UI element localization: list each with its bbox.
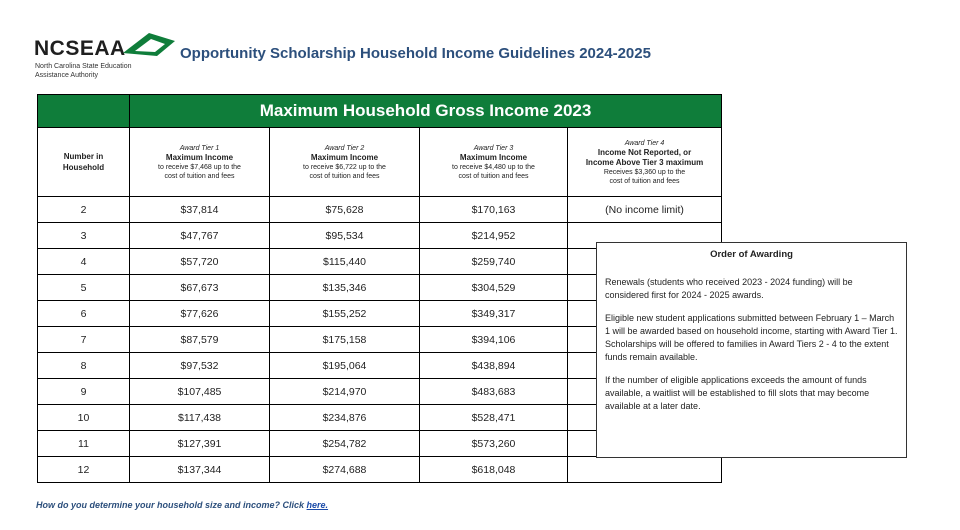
tier-2-cell: $135,346 bbox=[270, 275, 420, 301]
household-size-cell: 4 bbox=[38, 249, 130, 275]
tier-1-cell: $37,814 bbox=[130, 197, 270, 223]
logo-subtitle: North Carolina State Education Assistance Authority bbox=[35, 63, 132, 79]
household-size-cell: 2 bbox=[38, 197, 130, 223]
tier-3-cell: $214,952 bbox=[420, 223, 568, 249]
tier-2-cell: $155,252 bbox=[270, 301, 420, 327]
tier-2-header: Award Tier 2 Maximum Income to receive $6,722 up to the cost of tuition and fees bbox=[270, 128, 420, 197]
tier-2-cell: $195,064 bbox=[270, 353, 420, 379]
tier-2-cell: $274,688 bbox=[270, 457, 420, 483]
help-link[interactable]: here. bbox=[306, 500, 329, 510]
awarding-title: Order of Awarding bbox=[710, 249, 793, 260]
awarding-paragraph: Renewals (students who received 2023 - 2024 funding) will be considered first for 2024 - 2025 awards. bbox=[605, 277, 853, 300]
household-size-cell: 8 bbox=[38, 353, 130, 379]
tier-3-cell: $170,163 bbox=[420, 197, 568, 223]
tier-1-cell: $57,720 bbox=[130, 249, 270, 275]
tier-1-cell: $47,767 bbox=[130, 223, 270, 249]
household-size-header: Number in Household bbox=[38, 128, 130, 197]
tier-3-cell: $573,260 bbox=[420, 431, 568, 457]
page-title: Opportunity Scholarship Household Income Guidelines 2024-2025 bbox=[180, 45, 651, 62]
tier-3-cell: $483,683 bbox=[420, 379, 568, 405]
tier-3-cell: $394,106 bbox=[420, 327, 568, 353]
table-banner-row bbox=[38, 95, 722, 128]
tier-1-cell: $127,391 bbox=[130, 431, 270, 457]
tier-3-cell: $528,471 bbox=[420, 405, 568, 431]
tier-1-header: Award Tier 1 Maximum Income to receive $7,468 up to the cost of tuition and fees bbox=[130, 128, 270, 197]
table-banner: Maximum Household Gross Income 2023 bbox=[130, 95, 722, 128]
tier-2-cell: $214,970 bbox=[270, 379, 420, 405]
tier-4-header: Award Tier 4 Income Not Reported, or Income Above Tier 3 maximum Receives $3,360 up to the cost of tuition and fees bbox=[568, 128, 722, 197]
household-size-cell: 10 bbox=[38, 405, 130, 431]
tier-4-cell bbox=[568, 457, 722, 483]
tier-1-cell: $97,532 bbox=[130, 353, 270, 379]
household-size-cell: 7 bbox=[38, 327, 130, 353]
table-row bbox=[38, 197, 722, 223]
household-size-cell: 5 bbox=[38, 275, 130, 301]
tier-2-cell: $95,534 bbox=[270, 223, 420, 249]
tier-2-cell: $75,628 bbox=[270, 197, 420, 223]
tier-2-cell: $254,782 bbox=[270, 431, 420, 457]
table-row bbox=[38, 457, 722, 483]
household-size-cell: 12 bbox=[38, 457, 130, 483]
logo-wordmark: NCSEAA bbox=[34, 37, 126, 60]
help-question: How do you determine your household size and income? Click bbox=[36, 500, 307, 510]
tier-2-cell: $234,876 bbox=[270, 405, 420, 431]
ncseaa-logo bbox=[34, 28, 174, 88]
table-header-row bbox=[38, 128, 722, 197]
tier-3-cell: $304,529 bbox=[420, 275, 568, 301]
tier-1-cell: $87,579 bbox=[130, 327, 270, 353]
tier-1-cell: $67,673 bbox=[130, 275, 270, 301]
household-size-help-note bbox=[36, 500, 328, 510]
tier-1-cell: $107,485 bbox=[130, 379, 270, 405]
tier-1-cell: $117,438 bbox=[130, 405, 270, 431]
tier-3-cell: $349,317 bbox=[420, 301, 568, 327]
awarding-paragraph: Eligible new student applications submitted between February 1 – March 1 will be awarded based on household income, starting with Award Tier 1. Scholarships will be offered to families in Award Tiers 2 - 4 to the extent funds remain available. bbox=[605, 313, 898, 362]
tier-2-cell: $115,440 bbox=[270, 249, 420, 275]
tier-2-cell: $175,158 bbox=[270, 327, 420, 353]
household-size-cell: 11 bbox=[38, 431, 130, 457]
graduation-cap-icon bbox=[121, 31, 177, 57]
tier-1-cell: $137,344 bbox=[130, 457, 270, 483]
order-of-awarding-box bbox=[596, 242, 907, 458]
tier-4-cell: (No income limit) bbox=[568, 197, 722, 223]
tier-3-header: Award Tier 3 Maximum Income to receive $4,480 up to the cost of tuition and fees bbox=[420, 128, 568, 197]
household-size-cell: 3 bbox=[38, 223, 130, 249]
tier-3-cell: $259,740 bbox=[420, 249, 568, 275]
household-size-cell: 9 bbox=[38, 379, 130, 405]
household-size-cell: 6 bbox=[38, 301, 130, 327]
tier-1-cell: $77,626 bbox=[130, 301, 270, 327]
banner-empty-cell bbox=[38, 95, 130, 128]
tier-3-cell: $618,048 bbox=[420, 457, 568, 483]
tier-3-cell: $438,894 bbox=[420, 353, 568, 379]
awarding-paragraph: If the number of eligible applications exceeds the amount of funds available, a waitlist will be established to fill slots that may become available at a later date. bbox=[605, 375, 870, 411]
